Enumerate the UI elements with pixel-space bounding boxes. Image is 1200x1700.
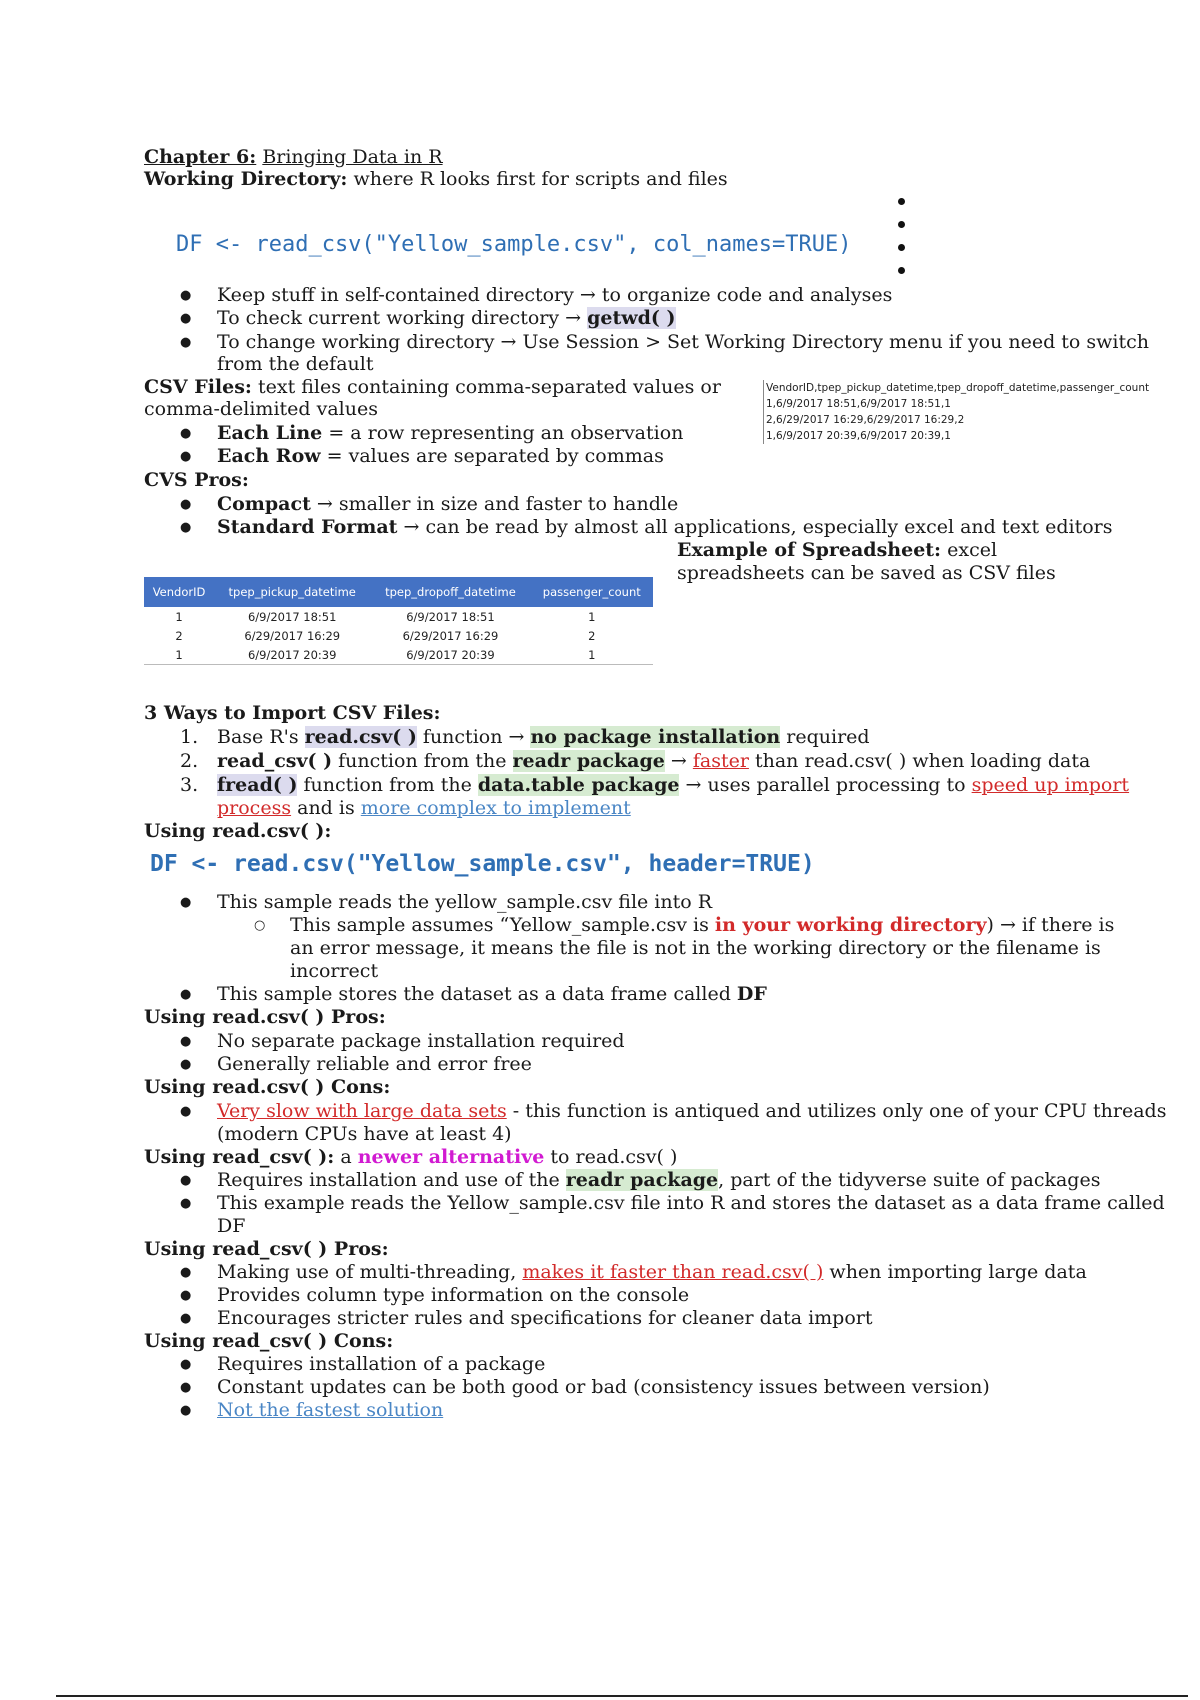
bullet-icon: ● [180,1380,192,1395]
df-term: DF [736,983,767,1005]
read-csv-cons-heading: Using read.csv( ) Cons: [144,1076,391,1098]
bullet-icon: ● [180,288,192,303]
raw-csv-line: 2,6/29/2017 16:29,6/29/2017 16:29,2 [766,414,965,426]
working-directory-definition [144,168,728,190]
bullet-icon: ● [180,497,192,512]
bullet-icon: ● [180,335,192,350]
import-way-2-d: → [664,750,693,772]
read-underscore-con-1: Requires installation of a package [217,1353,546,1375]
import-way-2 [217,750,1090,772]
import-ways-heading: 3 Ways to Import CSV Files: [144,702,441,724]
table-cell: 1 [144,645,214,665]
import-way-1 [217,726,870,748]
makes-it-faster-link[interactable]: makes it faster than read.csv( ) [522,1261,824,1283]
standard-format-term: Standard Format [217,516,398,538]
read-csv-sub-bullet-line1 [290,914,1114,936]
chapter-name: Bringing Data in R [262,146,443,168]
table-header-row [144,577,653,607]
import-way-3-d: → uses parallel processing to [679,774,972,796]
code-read-csv-readr: DF <- read_csv("Yellow_sample.csv", col_names=TRUE) [176,232,852,257]
bullet-icon: ● [180,1034,192,1049]
import-way-2-f: than read.csv( ) when loading data [748,750,1091,772]
bullet-icon: ● [180,1288,192,1303]
read-csv-highlight: read.csv( ) [304,726,417,748]
import-way-3-g: and is [291,797,361,819]
read-underscore-bullet-2-line1: This example reads the Yellow_sample.csv file into R and stores the dataset as a data frame called [217,1192,1165,1214]
csv-files-desc1: text files containing comma-separated values or [257,376,721,398]
compact-term: Compact [217,493,311,515]
chapter-label: Chapter 6: [144,146,257,168]
bullet-icon: ● [180,1265,192,1280]
getwd-highlight: getwd( ) [587,307,676,329]
list-number: 2. [180,750,199,772]
read-underscore-pro-1-pre: Making use of multi-threading, [217,1261,523,1283]
csv-pro-compact [217,493,678,515]
readr-package-highlight: readr package [512,750,665,772]
bullet-icon: ● [180,987,192,1002]
bullet-icon: ● [180,426,192,441]
fread-highlight: fread( ) [217,774,298,796]
csv-files-desc2: comma-delimited values [144,398,378,420]
spreadsheet-caption-line1 [677,539,997,561]
csv-pros-heading: CVS Pros: [144,469,249,491]
wd-bullet-2 [217,307,676,329]
csv-files-definition [144,376,721,398]
import-way-1-a: Base R's [217,726,305,748]
read-underscore-b1-pre: Requires installation and use of the [217,1169,566,1191]
compact-rest: → smaller in size and faster to handle [310,493,679,515]
wd-label: Working Directory: [144,168,348,190]
chapter-title [144,146,443,168]
not-fastest-link[interactable]: Not the fastest solution [217,1399,444,1421]
import-way-1-c: function → [416,726,531,748]
bullet-icon: ● [180,1173,192,1188]
read-underscore-pro-1-post: when importing large data [823,1261,1087,1283]
import-way-3-line1 [217,774,1129,796]
vertical-dot-icon [898,221,905,228]
code-read-csv-base: DF <- read.csv("Yellow_sample.csv", header=TRUE) [150,851,815,877]
read-underscore-b: to read.csv( ) [544,1146,678,1168]
read-csv-sub-bullet-line2: an error message, it means the file is not in the working directory or the filename is [290,937,1101,959]
readr-package-highlight-2: readr package [565,1169,719,1191]
read-underscore-con-2: Constant updates can be both good or bad (consistency issues between version) [217,1376,990,1398]
import-way-1-e: required [780,726,870,748]
newer-alternative-emphasis: newer alternative [357,1146,545,1168]
vertical-dot-icon [898,198,905,205]
using-read-underscore-heading [144,1146,677,1168]
spreadsheet-table [144,577,653,665]
raw-csv-line: 1,6/9/2017 20:39,6/9/2017 20:39,1 [766,430,951,442]
page-bottom-rule [56,1695,1188,1697]
sub-bullet-icon: ○ [254,918,266,933]
vertical-dot-icon [898,267,905,274]
read-csv-con-rest: - this function is antiqued and utilizes only one of your CPU threads [506,1100,1167,1122]
read-underscore-heading-label: Using read_csv( ): [144,1146,335,1168]
import-way-3-b: function from the [297,774,478,796]
read-csv-pro-2: Generally reliable and error free [217,1053,532,1075]
no-package-highlight: no package installation [530,726,781,748]
csv-files-label: CSV Files: [144,376,252,398]
column-header: tpep_pickup_datetime [214,577,370,607]
read-csv-con-1 [217,1100,1166,1122]
raw-csv-example [763,380,1149,444]
read-underscore-bullet-2-line2: DF [217,1215,246,1237]
each-row-rest: = values are separated by commas [320,445,664,467]
read-underscore-cons-heading: Using read_csv( ) Cons: [144,1330,394,1352]
read-underscore-b1-post: , part of the tidyverse suite of packages [718,1169,1101,1191]
read-csv-pros-heading: Using read.csv( ) Pros: [144,1006,386,1028]
bullet-icon: ● [180,1057,192,1072]
bullet-icon: ● [180,520,192,535]
wd-bullet-1: Keep stuff in self-contained directory → to organize code and analyses [217,284,893,306]
bullet-icon: ● [180,1311,192,1326]
table-cell: 1 [175,609,183,624]
sub-bullet-pre: This sample assumes “Yellow_sample.csv is [290,914,715,936]
column-header: tpep_dropoff_datetime [370,577,530,607]
import-way-2-b: function from the [332,750,513,772]
csv-bullet-each-line [217,422,683,444]
using-read-csv-heading: Using read.csv( ): [144,820,332,842]
read-underscore-pro-2: Provides column type information on the console [217,1284,690,1306]
read-csv-bullet-1: This sample reads the yellow_sample.csv file into R [217,891,713,913]
table-cell: 6/9/2017 20:39 [370,645,530,665]
table-row [144,645,653,665]
read-csv-con-line2: (modern CPUs have at least 4) [217,1123,512,1145]
table-row [144,607,653,626]
table-cell: 1 [588,609,596,624]
bullet-icon: ● [180,1196,192,1211]
list-number: 3. [180,774,199,796]
raw-csv-line: VendorID,tpep_pickup_datetime,tpep_dropoff_datetime,passenger_count [766,382,1150,394]
very-slow-link[interactable]: Very slow with large data sets [217,1100,507,1122]
table-cell: 6/29/2017 16:29 [244,628,341,643]
column-header: passenger_count [531,577,653,607]
import-way-3-line2 [217,797,631,819]
read-csv-bullet-2 [217,983,767,1005]
bullet-icon: ● [180,1357,192,1372]
sub-bullet-post: ) → if there is [986,914,1115,936]
read-underscore-pros-heading: Using read_csv( ) Pros: [144,1238,389,1260]
read-underscore-bullet-1 [217,1169,1100,1191]
bullet-icon: ● [180,1403,192,1418]
table-cell: 6/29/2017 16:29 [402,628,499,643]
read-underscore-pro-3: Encourages stricter rules and specifications for cleaner data import [217,1307,873,1329]
table-row [144,626,653,645]
spreadsheet-caption-line2: spreadsheets can be saved as CSV files [677,562,1056,584]
csv-pro-standard-format [217,516,1113,538]
table-cell: 6/9/2017 18:51 [406,609,495,624]
speed-up-import-link[interactable]: speed up import [971,774,1130,796]
read-underscore-csv-term: read_csv( ) [217,750,333,772]
process-link[interactable]: process [217,797,292,819]
table-cell: 2 [175,628,183,643]
wd-bullet-3-line1: To change working directory → Use Session > Set Working Directory menu if you need to switch [217,331,1149,353]
read-csv-bullet-2-text: This sample stores the dataset as a data frame called [217,983,737,1005]
each-line-term: Each Line [217,422,323,444]
wd-desc: where R looks first for scripts and files [353,168,728,190]
table-cell: 1 [531,645,653,665]
list-number: 1. [180,726,199,748]
read-underscore-a: a [334,1146,358,1168]
read-underscore-pro-1 [217,1261,1087,1283]
table-cell: 2 [588,628,596,643]
bullet-icon: ● [180,1104,192,1119]
column-header: VendorID [144,577,214,607]
table-cell: 6/9/2017 20:39 [214,645,370,665]
faster-link[interactable]: faster [692,750,749,772]
read-csv-pro-1: No separate package installation required [217,1030,625,1052]
spreadsheet-caption-label: Example of Spreadsheet: [677,539,942,561]
more-complex-link[interactable]: more complex to implement [360,797,631,819]
wd-bullet-3-line2: from the default [217,353,374,375]
table-cell: 6/9/2017 18:51 [247,609,337,624]
standard-format-rest: → can be read by almost all applications, especially excel and text editors [397,516,1113,538]
each-row-term: Each Row [217,445,321,467]
bullet-icon: ● [180,311,192,326]
wd-bullet-2-text: To check current working directory → [217,307,588,329]
csv-bullet-each-row [217,445,664,467]
working-directory-emphasis: in your working directory [714,914,987,936]
bullet-icon: ● [180,449,192,464]
each-line-rest: = a row representing an observation [322,422,684,444]
raw-csv-line: 1,6/9/2017 18:51,6/9/2017 18:51,1 [766,398,951,410]
bullet-icon: ● [180,895,192,910]
data-table-package-highlight: data.table package [477,774,680,796]
read-csv-sub-bullet-line3: incorrect [290,960,379,982]
vertical-dot-icon [898,244,905,251]
spreadsheet-caption-rest: excel [941,539,998,561]
